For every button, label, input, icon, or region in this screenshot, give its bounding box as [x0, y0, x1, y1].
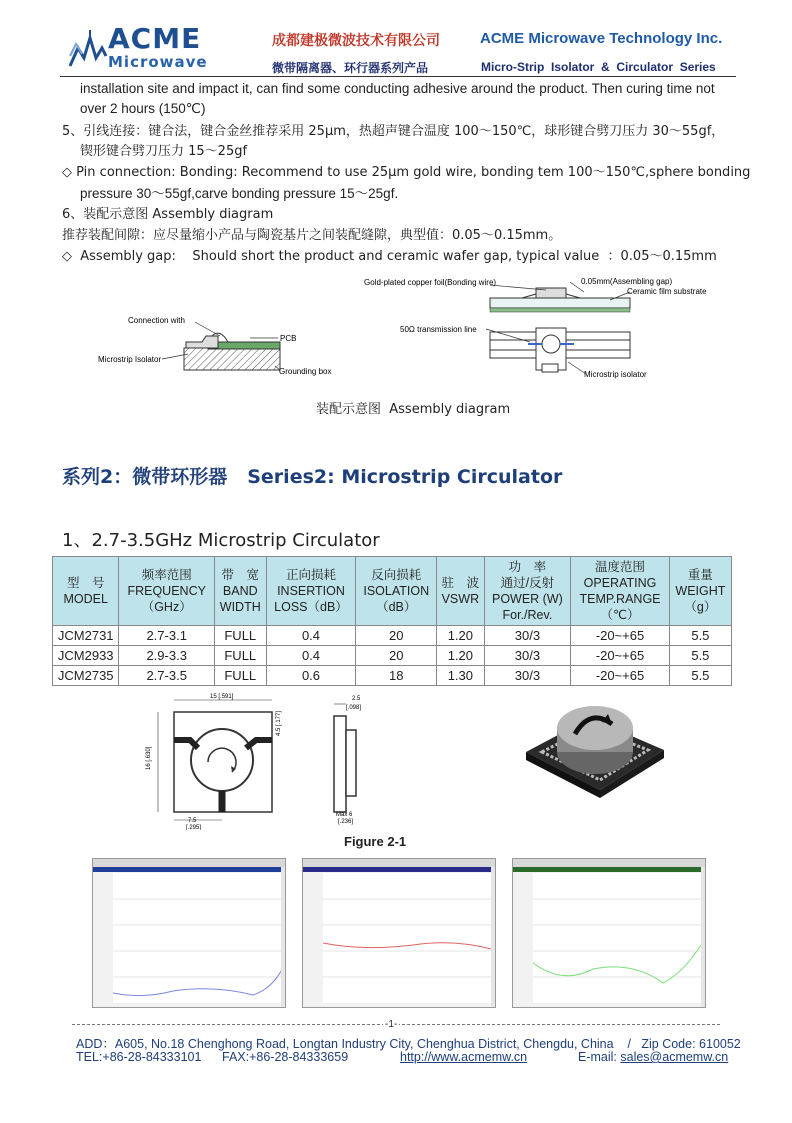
- table-cell: -20~+65: [571, 646, 670, 666]
- label-pcb: PCB: [280, 334, 297, 343]
- table-cell: JCM2735: [53, 666, 119, 686]
- header-divider: [60, 76, 736, 77]
- footer-tel: TEL:+86-28-84333101: [76, 1050, 202, 1064]
- plot-3-trace: [533, 873, 701, 1003]
- item6-cn: 推荐装配间隙：应尽量缩小产品与陶瓷基片之间装配缝隙，典型值：0.05～0.15mm。: [62, 228, 562, 243]
- table-cell: 0.4: [266, 646, 356, 666]
- table-header-6: 功 率 通过/反射 POWER (W) For./Rev.: [484, 557, 571, 626]
- table-cell: 2.7-3.5: [119, 666, 215, 686]
- table-header-1: 频率范围 FREQUENCY （GHz）: [119, 557, 215, 626]
- table-cell: 2.7-3.1: [119, 626, 215, 646]
- dim-bottom-in: [.295]: [186, 825, 202, 830]
- test-plot-1: [92, 858, 286, 1008]
- label-gold-plated: Gold-plated copper foil(Bonding wire): [364, 278, 497, 287]
- test-plot-3: [512, 858, 706, 1008]
- table-header-8: 重量 WEIGHT （g）: [669, 557, 731, 626]
- test-plot-2: [302, 858, 496, 1008]
- plot-1-trace: [113, 873, 281, 1003]
- company-name-cn: 成都建极微波技术有限公司: [272, 33, 440, 49]
- table-cell: 2.9-3.3: [119, 646, 215, 666]
- label-microstrip-isolator-right: Microstrip isolator: [584, 370, 647, 379]
- logo-text: [108, 24, 208, 70]
- table-cell: JCM2933: [53, 646, 119, 666]
- table-cell: 30/3: [484, 666, 571, 686]
- pcb-shape: [208, 342, 280, 349]
- table-cell: 1.30: [437, 666, 485, 686]
- dim-max: Max 6: [336, 812, 353, 818]
- dim-port-offset: 4.5 [.177]: [276, 710, 282, 736]
- item5-en-a: ◇ Pin connection: Bonding: Recommend to use 25μm gold wire, bonding tem 100～150℃,sphere bonding: [62, 165, 751, 180]
- item6-en: ◇ Assembly gap: Should short the product and ceramic wafer gap, typical value ：0.05～0.15mm: [62, 249, 717, 264]
- table-cell: 1.20: [437, 626, 485, 646]
- table-cell: 1.20: [437, 646, 485, 666]
- dim-thickness-in: [.098]: [346, 705, 362, 711]
- table-cell: -20~+65: [571, 626, 670, 646]
- ceramic-substrate-top: [490, 298, 630, 308]
- table-cell: 18: [356, 666, 437, 686]
- product-line-cn: 微带隔离器、环行器系列产品: [272, 61, 429, 75]
- ferrite-disc: [191, 729, 253, 791]
- table-cell: 0.6: [266, 666, 356, 686]
- series-title: [62, 462, 562, 489]
- item6-title: 6、装配示意图 Assembly diagram: [62, 207, 274, 222]
- footer-fax: FAX:+86-28-84333659: [222, 1050, 349, 1064]
- grounding-box-shape: [184, 348, 280, 370]
- mechanical-drawing: [138, 690, 388, 830]
- label-grounding-box: Grounding box: [279, 367, 332, 376]
- footer-address: ADD：A605, No.18 Chenghong Road, Longtan Industry City, Chenghua District, Chengdu, China / Zip Code: 610052: [76, 1037, 741, 1051]
- table-header-5: 驻 波 VSWR: [437, 557, 485, 626]
- assembly-diagram: [90, 270, 730, 390]
- plot-2-trace: [323, 873, 491, 1003]
- table-row: [53, 666, 732, 686]
- table-header-7: 温度范围 OPERATING TEMP.RANGE （℃）: [571, 557, 670, 626]
- table-cell: 5.5: [669, 646, 731, 666]
- footer-email: E-mail: sales@acmemw.cn: [578, 1050, 729, 1064]
- table-cell: 5.5: [669, 626, 731, 646]
- table-cell: 30/3: [484, 646, 571, 666]
- table-header-0: 型 号 MODEL: [53, 557, 119, 626]
- side-view-body: [334, 716, 346, 812]
- dim-bottom: 7.5: [188, 818, 197, 824]
- series-title-en: Series2: Microstrip Circulator: [247, 466, 563, 488]
- table-cell: FULL: [214, 646, 266, 666]
- spec-table: [52, 556, 732, 686]
- dim-thickness: 2.5: [352, 696, 361, 702]
- dim-width: 15 [.591]: [210, 694, 234, 700]
- isolator-shape: [186, 336, 218, 348]
- paragraph-line-1: installation site and impact it, can find some conducting adhesive around the product. Then curing time not: [80, 81, 715, 96]
- table-cell: 30/3: [484, 626, 571, 646]
- product-photo: [520, 694, 670, 804]
- footer-website-link[interactable]: http://www.acmemw.cn: [400, 1050, 528, 1064]
- label-microstrip-isolator-left: Microstrip Isolator: [98, 355, 162, 364]
- footer-email-link[interactable]: sales@acmemw.cn: [620, 1050, 729, 1064]
- company-name-en: ACME Microwave Technology Inc.: [480, 30, 723, 47]
- figure-caption: Figure 2-1: [344, 834, 407, 849]
- spec-header-row: [53, 557, 732, 626]
- table-cell: 20: [356, 646, 437, 666]
- dim-height: 16 [.630]: [146, 746, 152, 770]
- side-view-disc: [346, 730, 356, 796]
- label-gap: 0.05mm(Assembling gap): [581, 277, 673, 286]
- table-cell: JCM2731: [53, 626, 119, 646]
- page-number: -1-: [385, 1019, 398, 1030]
- table-cell: 20: [356, 626, 437, 646]
- table-header-3: 正向损耗 INSERTION LOSS（dB）: [266, 557, 356, 626]
- table-cell: FULL: [214, 626, 266, 646]
- logo-main: ACME: [108, 22, 202, 55]
- item5-cn-b: 锲形键合劈刀压力 15～25gf: [80, 144, 248, 159]
- product-subtitle: 1、2.7-3.5GHz Microstrip Circulator: [62, 530, 380, 551]
- table-cell: 0.4: [266, 626, 356, 646]
- assembly-caption: 装配示意图 Assembly diagram: [316, 402, 511, 417]
- product-line-en: Micro-Strip Isolator & Circulator Series: [481, 60, 716, 74]
- label-connection-with: Connection with: [128, 316, 185, 325]
- table-cell: 5.5: [669, 666, 731, 686]
- spec-table-body: [53, 626, 732, 686]
- item5-cn-a: 5、引线连接：键合法，键合金丝推荐采用 25μm，热超声键合温度 100～150℃，球形键合劈刀压力 30～55gf，: [62, 124, 725, 139]
- acme-logo-icon: [68, 26, 108, 70]
- paragraph-line-2: over 2 hours (150℃): [80, 101, 206, 116]
- table-header-4: 反向损耗 ISOLATION （dB）: [356, 557, 437, 626]
- table-row: [53, 626, 732, 646]
- label-ceramic: Ceramic film substrate: [627, 287, 707, 296]
- table-row: [53, 646, 732, 666]
- table-cell: -20~+65: [571, 666, 670, 686]
- label-50-ohm-line: 50Ω transmission line: [400, 325, 477, 334]
- table-header-2: 带 宽 BAND WIDTH: [214, 557, 266, 626]
- table-cell: FULL: [214, 666, 266, 686]
- logo-sub: Microwave: [108, 53, 208, 71]
- item5-en-b: pressure 30～55gf,carve bonding pressure 15～25gf.: [80, 186, 399, 201]
- dim-max-in: [.236]: [338, 819, 354, 825]
- series-title-cn: 系列2：微带环形器: [62, 466, 228, 488]
